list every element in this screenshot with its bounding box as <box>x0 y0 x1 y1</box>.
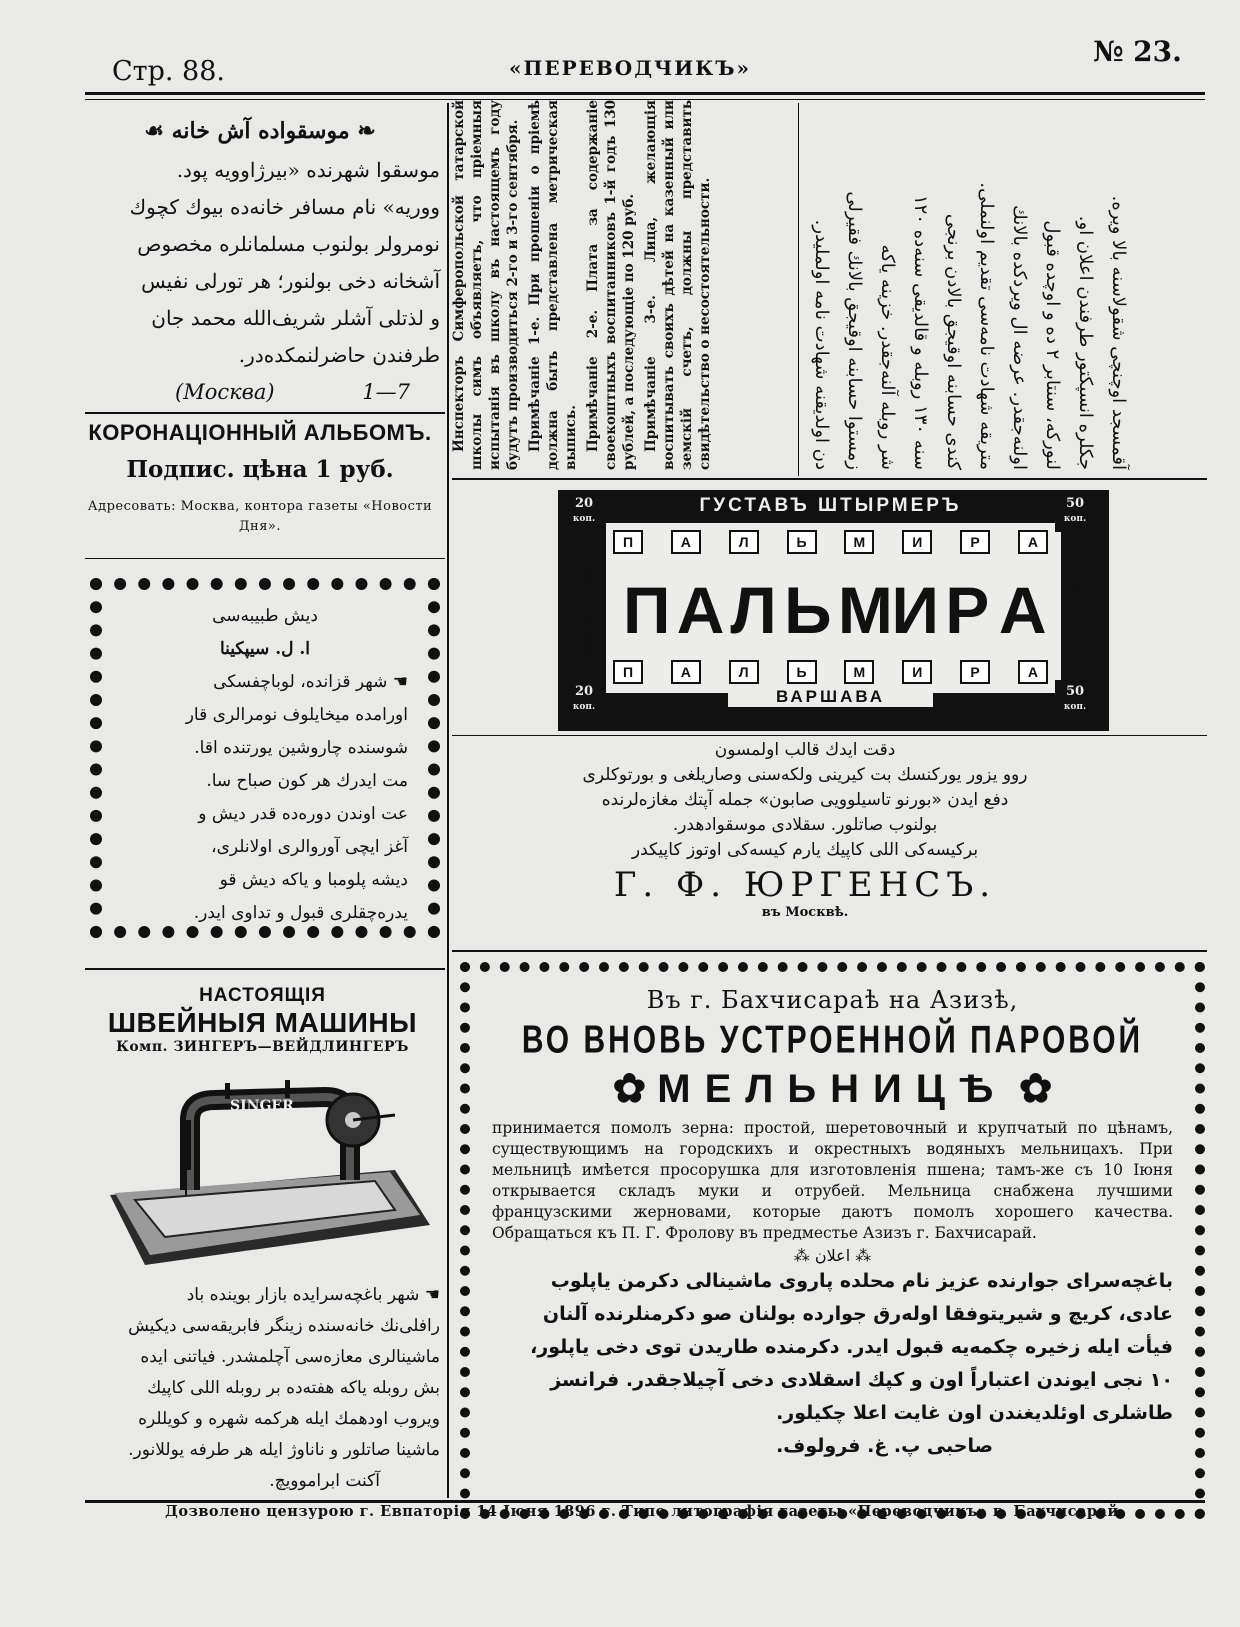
notice-paragraph: Инспекторъ Симферопольской татарской школы симъ объявляетъ, что пріемныя испытанія въ школу въ настоящемъ году будутъ производиться 2-го и 3-го сентября. <box>451 100 521 470</box>
ad-singer <box>80 985 445 1055</box>
ad-mill-line: طاشلری اوئلدیغندن اون غایت اعلا چكیلور. <box>776 1402 1173 1424</box>
ad-singer-line: ماشینا صاتلور و ناناوژ ایله هر طرفه یوللانور. <box>128 1440 440 1460</box>
pointing-hand-icon: ☚ <box>419 1285 440 1305</box>
ad-mill-owner: صاحبی پ. غ. فرولوف. <box>776 1435 993 1457</box>
school-notice-tatar <box>800 100 1135 480</box>
ad-singer-line1: НАСТОЯЩІЯ <box>199 985 326 1006</box>
notice-line: جكلره انسپكتور طرفندن اعلان او. <box>1075 215 1096 470</box>
ad-singer-line: بش روبله یاكه هفته‌ده بر روبله اللی كاپیك <box>147 1378 440 1398</box>
ad-dentist-line: اورامده میخایلوف نومرالری قار <box>185 705 408 725</box>
ornament-icon: ⁂ <box>850 1246 872 1265</box>
ad-jurgens-line: دقت ایدك قالب اولمسون <box>714 740 896 760</box>
ad-mill-body: принимается помолъ зерна: простой, шеретовочный и крупчатый по цѣнамъ, существующимъ на городскихъ и окрестныхъ водяныхъ мельницахъ. При мельницѣ имѣется просорушка для изготовленія пшена; тамъ-же съ 10 Іюня открывается складъ муки и отрубей. Мельница снабжена лучшими французскими жерновами, которые даютъ помолъ хорошего качества. Обращаться къ П. Г. Фролову въ предместье Азизъ г. Бахчисарай. <box>492 1119 1173 1242</box>
price-badge: 50 коп. <box>1055 680 1095 720</box>
ad-palmira-city: ВАРШАВА <box>728 687 933 707</box>
ad-restaurant-title: ❧ موسقواده آش خانه ☙ <box>144 118 376 144</box>
ad-mill-title: ✿ МЕЛЬНИЦѢ ✿ <box>612 1067 1053 1111</box>
column-divider <box>798 103 799 476</box>
section-rule <box>452 950 1207 952</box>
letter-row-top: П А Л Ь М И Р А <box>613 530 1048 554</box>
ad-restaurant <box>80 118 440 413</box>
ad-dentist-line: دیشه پلومبا و یاكه دیش قو <box>219 870 408 890</box>
ad-dentist-line: شوسنده چارو‌شین یورتنده اقا. <box>194 738 408 758</box>
notice-line: سنه ۱۳۰ روبله و قالدیقی سنه‌ده ۱۲۰ <box>910 195 931 470</box>
ad-palmira-soap <box>558 490 1103 725</box>
ad-mill-line: باغچه‌سرای جوارنده عزیز نام محلده پاروی ماشینالی دكرمن یاپلوب <box>550 1270 1173 1292</box>
sewing-machine-illustration <box>95 1075 435 1270</box>
ad-mill-line: ۱۰ نجی ایوندن اعتباراً اون و كپك اسقلادی دخی آچیلاجقدر. فرانسز <box>550 1369 1173 1391</box>
issue-number: № 23. <box>1093 35 1182 68</box>
ad-jurgens-city: въ Москвѣ. <box>761 905 849 920</box>
ad-restaurant-line: نومرولر بولنوب مسلمانلره مخصوص <box>137 232 440 256</box>
ad-jurgens-line: روو یزور یورکنسك بت كیرینی ولکه‌سنی وصاریلغی و بورتوكلری <box>582 765 1028 785</box>
ad-restaurant-number: 1—7 <box>362 380 410 404</box>
ad-dentist-line: مت ایدرك هر كون صباح سا. <box>206 771 408 791</box>
ad-restaurant-line: ووریه» نام مسافر خانه‌ده بیوك كچوك <box>129 195 440 219</box>
ornament-icon: ✿ <box>612 1067 658 1111</box>
header-rule <box>85 92 1205 95</box>
ad-mill-headline: ВО ВНОВЬ УСТРОЕННОЙ ПАРОВОЙ <box>521 1018 1144 1062</box>
ad-singer-line: رافلی‌نك خانه‌سنده زینگر فابریقه‌سی دیكیش <box>128 1316 440 1336</box>
ad-restaurant-line: و لذتلی آشلر شریف‌الله محمد جان <box>151 306 440 330</box>
price-badge: 20 коп. <box>564 680 604 720</box>
notice-paragraph: Примѣчаніе 1-е. При прошеніи о пріемѣ должна быть представлена метрическая выпись. <box>527 100 579 470</box>
palmira-big-letters: П А Л Ь М И Р А <box>623 573 1047 647</box>
notice-line: متریقه شهادت نامه‌سی تقدیم اولنملی. <box>976 182 997 470</box>
price-badge: 50 коп. <box>1055 492 1095 532</box>
ad-dentist-line: ☚ شهر قزانده، لوباچفسكی <box>213 672 408 692</box>
notice-paragraph: Примѣчаніе 3-е. Лица, желающія воспитывать своихъ дѣтей на казенный или земскій счетъ, должны представить свидѣтельство о несостоятельности. <box>643 100 713 470</box>
ad-mill-line: عادی، كریچ و شیریتوفقا اوله‌رق جوارده بولنان صو دكرمنلرنده آلنان <box>542 1303 1173 1325</box>
ad-album <box>80 420 440 537</box>
ad-mill-elan: ⁂ اعلان ⁂ <box>793 1246 872 1265</box>
ad-restaurant-line: طرفندن حاضرلنمكده‌در. <box>238 343 440 367</box>
school-notice-russian <box>450 100 795 480</box>
ad-album-address: Адресовать: Москва, контора газеты «Новости Дня». <box>87 499 433 534</box>
ad-jurgens <box>460 738 1150 920</box>
ad-album-title: КОРОНАЦІОННЫЙ АЛЬБОМЪ. <box>88 420 432 445</box>
ad-jurgens-name: Г. Ф. ЮРГЕНСЪ. <box>613 865 997 905</box>
ad-palmira-right-label: ТРИ КУСКА. <box>1066 566 1083 650</box>
ad-dentist-title: دیش طبیبه‌سی <box>212 606 318 626</box>
column-divider <box>447 103 449 1498</box>
ad-jurgens-line: بولنوب صاتلور. سقلادی موسقوادهدر. <box>672 815 938 835</box>
singer-brand-text: SINGER <box>230 1098 294 1114</box>
ad-palmira-left-label: ОДИНЪ КУСОКЪ. <box>577 548 594 668</box>
ad-singer-line: ماشینالری معازه‌سی آچلمشدر. فیاتنی ایده <box>140 1347 440 1367</box>
section-rule <box>85 968 445 970</box>
notice-line: اولنه‌جقدر. عرضه ال ویردكده بالانك <box>1009 205 1030 470</box>
ornament-icon: ❧ <box>349 118 376 144</box>
ad-restaurant-line: آشخانه دخی بولنور؛ هر تورلی نفیس <box>141 269 440 293</box>
ad-mill-place: Въ г. Бахчисараѣ на Азизѣ, <box>646 986 1019 1014</box>
ornament-icon: ✿ <box>1007 1067 1053 1111</box>
ornament-icon: ⁂ <box>793 1246 815 1265</box>
ad-singer-line: ☚ شهر باغچه‌سرایده بازار بوینده باد <box>186 1285 440 1305</box>
ad-steam-mill <box>460 962 1205 1519</box>
ad-dentist-line: آغز ایچی آوروالری اولانلری، <box>211 837 408 857</box>
ad-palmira-maker: ГУСТАВЪ ШТЫРМЕРЪ <box>699 495 962 516</box>
page-number: Стр. 88. <box>112 56 225 87</box>
ad-mill-line: فیأت ایله زخیره چكمه‌یه قبول ایدر. دكرمنده طاریدن توی دخی یاپلور، <box>530 1336 1173 1358</box>
ad-dentist-line: عت اوندن دوره‌ده قدر دیش و <box>198 804 408 824</box>
notice-line: دن اولدیقنه شهادت نامه اولملیدر. <box>811 219 832 470</box>
pointing-hand-icon: ☚ <box>387 672 408 692</box>
notice-line: آقمسجد اوچنچی شقولاسنه بالا ویره. <box>1108 195 1129 470</box>
ad-jurgens-line: بركیسه‌كی اللی كاپیك یارم كیسه‌كی اوتوز كاپیكدر <box>631 840 979 860</box>
ad-singer-text <box>85 1280 440 1497</box>
newspaper-title: «ПЕРЕВОДЧИКЪ» <box>508 56 751 80</box>
ad-singer-line: ویروب اودهمك ایله هركمه شهره و كویللره <box>138 1409 440 1429</box>
price-badge: 20 коп. <box>564 492 604 532</box>
ad-restaurant-city: (Москва) <box>175 380 275 404</box>
ad-jurgens-line: دفع ایدن «بورنو تاسیلوویی صابون» جمله آپتك مغازه‌لرنده <box>601 790 1009 810</box>
ad-dentist-line: یدره‌چقلری قبول و تداوی ایدر. <box>193 903 408 923</box>
notice-line: لنورکه، سنتابر ۲ ده و اوچده قبول <box>1042 220 1063 470</box>
notice-paragraph: Примѣчаніе 2-е. Плата за содержаніе своекоштныхъ воспитанниковъ 1-й годъ 130 рублей, а последующіе по 120 руб. <box>585 100 637 470</box>
notice-line: كندی حسابنه اوقیجق بالادن برنجی <box>943 213 964 470</box>
ad-dentist-name: ا. ل. سیپكینا <box>219 639 311 659</box>
ad-singer-agent: آكنت ابراموویچ. <box>269 1471 380 1491</box>
footer-imprint: Дозволено цензурою г. Евпаторія 14 Іюня 1896 г. Типо литографія газеты «Переводчикъ» г. Бахчисарай <box>165 1503 1119 1520</box>
ornament-icon: ☙ <box>144 118 172 144</box>
section-rule <box>85 558 445 559</box>
ad-singer-headline: ШВЕЙНЫЯ МАШИНЫ <box>107 1007 418 1038</box>
letter-row-bottom: П А Л Ь М И Р А <box>613 660 1048 684</box>
section-rule <box>452 735 1207 736</box>
ad-dentist <box>90 578 440 938</box>
ad-album-price: Подпис. цѣна 1 руб. <box>126 456 394 483</box>
ad-singer-company: Комп. ЗИНГЕРЪ—ВЕЙДЛИНГЕРЪ <box>116 1039 409 1055</box>
ad-restaurant-line: موسقوا شهرنده «بیرژاوویه پود. <box>176 158 440 182</box>
notice-line: شر روبله آلنه‌جقدر. خزینه یاكه <box>877 244 898 470</box>
notice-line: زمستوا حسابنه اوقیجق بالانك فقیرلی <box>844 191 865 470</box>
